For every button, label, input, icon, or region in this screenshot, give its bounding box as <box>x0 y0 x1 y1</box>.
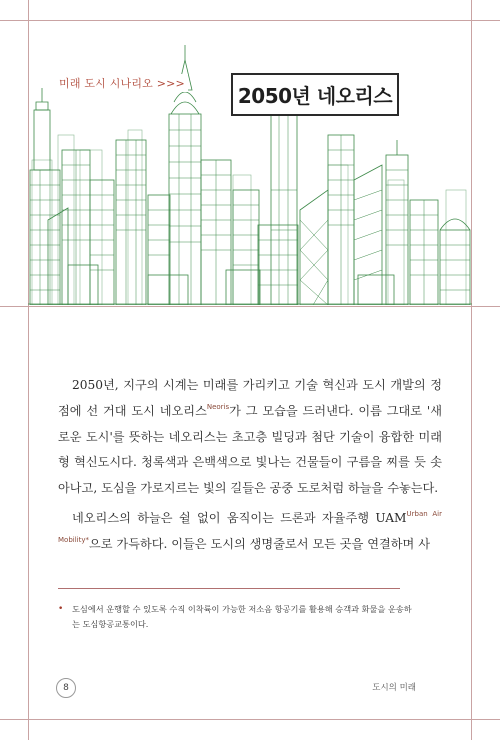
footnote-bullet: • <box>58 604 64 614</box>
running-footer-title: 도시의 미래 <box>372 683 416 693</box>
paragraph-2-text-a: 네오리스의 하늘은 쉴 없이 움직이는 드론과 자율주행 UAM <box>72 511 407 525</box>
paragraph-1-text-b: 가 그 모습을 드러낸다. 이름 그대로 '새로운 도시'를 뜻하는 네오리스는 초고층 빌딩과 첨단 기술이 융합한 미래형 혁신도시다. 청록색과 은백색으로 빛나는 건물들이 구름을 찌를 듯 솟아나고, 도심을 가로지르는 빛의 길들은 공중 도로처럼 하늘을 수놓는다. <box>58 403 442 496</box>
series-label: 미래 도시 시나리오 >>> <box>56 74 188 92</box>
uam-gloss: Urban Air Mobility* <box>58 510 442 544</box>
footnote <box>58 602 418 632</box>
frame-rule-image-bottom <box>0 306 500 307</box>
footnote-text: 도심에서 운행할 수 있도록 수직 이착륙이 가능한 저소음 항공기를 활용해 승객과 화물을 운송하는 도심항공교통이다. <box>72 604 412 629</box>
footnote-divider <box>58 588 400 589</box>
body-paragraph-1 <box>58 373 442 502</box>
frame-rule-bottom <box>0 719 500 720</box>
paragraph-1-text-a: 2050년, 지구의 시계는 미래를 가리키고 기술 혁신과 도시 개발의 정점에 선 거대 도시 네오리스 <box>58 378 442 418</box>
body-paragraph-2 <box>58 506 442 558</box>
frame-rule-top <box>0 20 500 21</box>
page-number: 8 <box>56 678 76 698</box>
neoris-gloss: Neoris <box>206 402 230 411</box>
paragraph-2-text-b: 으로 가득하다. 이들은 도시의 생명줄로서 모든 곳을 연결하며 사 <box>89 536 430 551</box>
page-title: 2050년 네오리스 <box>231 73 399 116</box>
